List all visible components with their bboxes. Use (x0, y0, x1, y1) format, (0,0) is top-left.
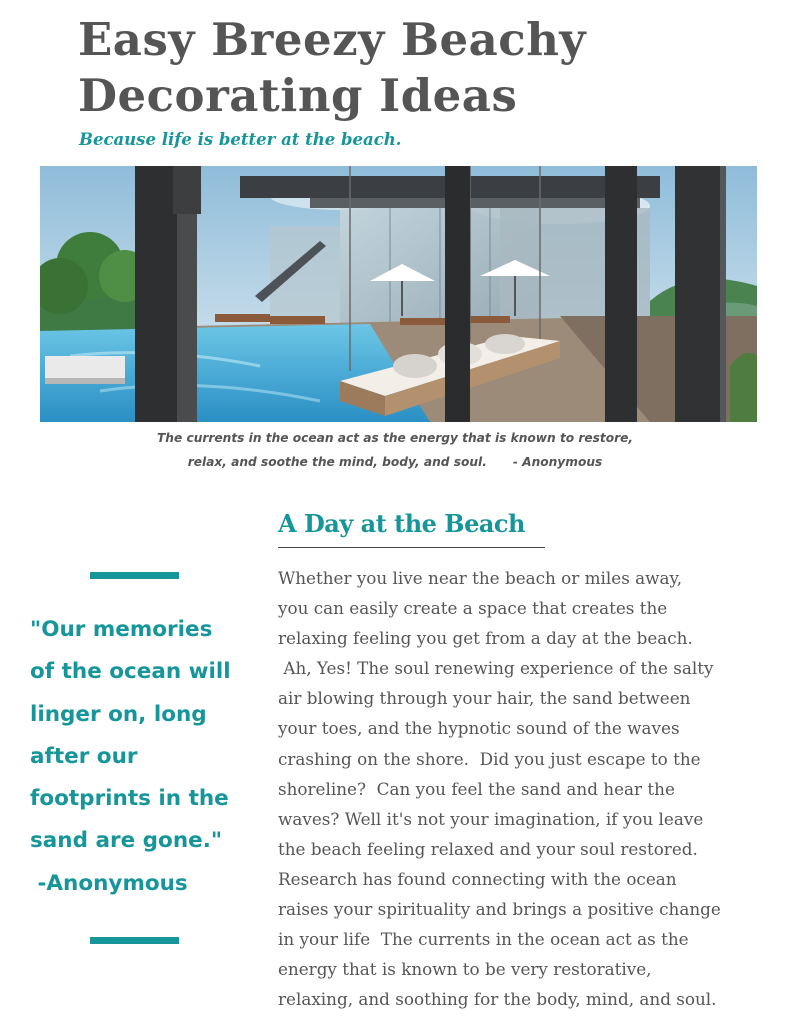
body-line: your toes, and the hypnotic sound of the waves (278, 718, 680, 739)
image-caption (150, 426, 640, 474)
body-line: crashing on the shore. Did you just escape to the (278, 748, 701, 769)
tagline: Because life is better at the beach. (79, 130, 402, 149)
pullquote-attribution: -Anonymous (30, 870, 188, 896)
body-line: you can easily create a space that creates the (278, 598, 668, 619)
body-line: air blowing through your hair, the sand between (278, 688, 691, 709)
body-line: Research has found connecting with the ocean (278, 868, 677, 889)
title-line-1: Easy Breezy Beachy (78, 13, 587, 66)
hero-image (40, 166, 757, 422)
pullquote-line: "Our memories (30, 617, 213, 642)
pullquote-bottom-bar (90, 937, 179, 944)
body-line: waves? Well it's not your imagination, if you leave (278, 808, 704, 829)
body-line: shoreline? Can you feel the sand and hear the (278, 778, 675, 799)
title-line-2: Decorating Ideas (78, 69, 518, 122)
body-line: energy that is known to be very restorative, (278, 959, 652, 980)
section-heading: A Day at the Beach (278, 509, 525, 538)
page-title (78, 12, 586, 124)
pullquote-line: of the ocean will (30, 659, 231, 685)
caption-line-2-text: relax, and soothe the mind, body, and soul. (187, 455, 487, 469)
pullquote-line: footprints in the (30, 786, 229, 812)
body-line: relaxing feeling you get from a day at the beach. (278, 628, 693, 649)
caption-attribution: - Anonymous (512, 455, 603, 469)
body-line: in your life The currents in the ocean act as the (278, 929, 689, 950)
pullquote-line: after our (30, 743, 138, 769)
article-body (278, 563, 778, 1014)
body-line: the beach feeling relaxed and your soul restored. (278, 838, 698, 859)
body-line: Whether you live near the beach or miles away, (278, 568, 683, 588)
caption-line-1: The currents in the ocean act as the energy that is known to restore, (156, 431, 634, 445)
body-line: relaxing, and soothing for the body, mind, and soul. (278, 989, 717, 1010)
heading-underline (278, 547, 545, 548)
body-line: raises your spirituality and brings a positive change (278, 899, 721, 920)
beach-villa-pool-photo (40, 166, 757, 422)
pullquote (30, 609, 262, 905)
pullquote-line: sand are gone." (30, 828, 223, 854)
body-line: Ah, Yes! The soul renewing experience of the salty (278, 658, 714, 679)
pullquote-top-bar (90, 572, 179, 579)
pullquote-line: linger on, long (30, 701, 207, 727)
caption-line-2 (150, 450, 640, 474)
